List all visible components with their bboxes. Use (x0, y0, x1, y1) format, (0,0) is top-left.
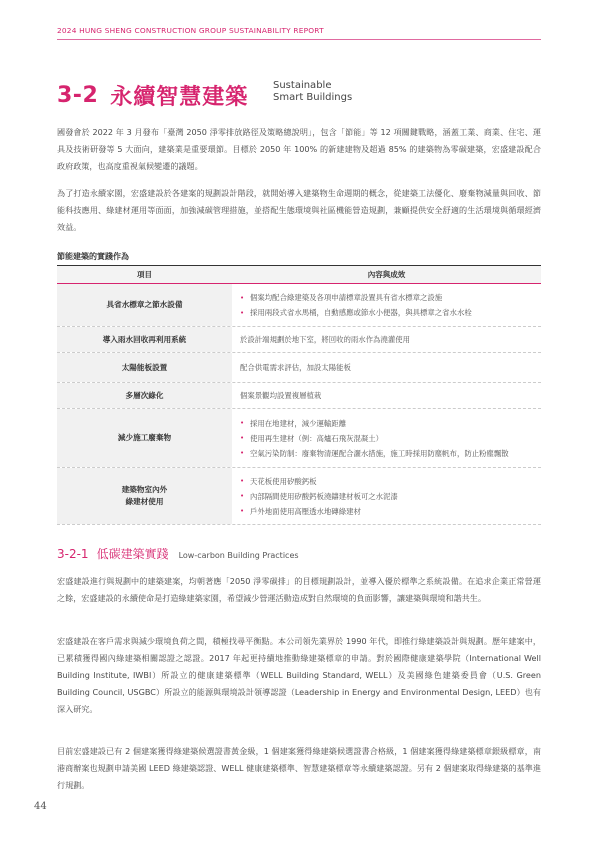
intro-paragraph-1: 國發會於 2022 年 3 月發布「臺灣 2050 淨零排放路徑及策略總說明」，包含「節能」等 12 項關鍵戰略，涵蓋工業、商業、住宅、運具及技術研發等 5 大面向，建築業是重要環節。目標於 2050 年 100% 的新建建物及超過 85% 的建築物為零碳建築，宏盛建設配合政府政策，也高度重視氣候變遷的議題。 (57, 127, 541, 171)
row-item: 太陽能板設置 (57, 353, 232, 382)
row-content (240, 409, 541, 467)
section-heading (57, 80, 248, 111)
table-row (57, 383, 541, 409)
row-item-line2: 綠建材使用 (125, 497, 164, 506)
row-content (240, 284, 541, 326)
row-content (240, 468, 541, 524)
section-title-en-line2: Smart Buildings (273, 92, 353, 103)
subsection-heading (57, 545, 299, 562)
intro-paragraph-2: 為了打造永續家園，宏盛建設於各建案的規劃設計階段，就開始導入建築物生命週期的概念，從建築工法優化、廢棄物減量與回收、節能科技應用、綠建材運用等面面，加強減碳管理措施，並搭配生態環境與社區機能營造規劃，兼顧提供安全舒適的生活環境與循環經濟效益。 (57, 188, 541, 232)
body-paragraph-1: 宏盛建設進行與規劃中的建築建案，均朝著應「2050 淨零碳排」的目標規劃設計，並導入優於標準之系統設備。在追求企業正常營運之餘，宏盛建設的永續使命是打造綠建築家園，希望減少營運活動造成對自然環境的負面影響，讓建築與環境和諧共生。 (57, 576, 541, 603)
bullet-icon: • (240, 507, 245, 515)
row-bullet: • 戶外地面使用高壓透水地磚綠建材 (240, 506, 361, 516)
header-rule (57, 39, 541, 40)
bullet-icon: • (240, 477, 245, 485)
table-row (57, 409, 541, 468)
row-item (57, 468, 232, 524)
row-item: 具省水標章之節水設備 (57, 284, 232, 326)
table-header (57, 266, 541, 284)
body-paragraph-3: 目前宏盛建設已有 2 個建案獲得綠建築候選證書黃金級，1 個建案獲得綠建築候選證書合格級，1 個建案獲得綠建築標章銀級標章，南港商辦案也規劃申請美國 LEED 綠建築認證、WELL 健康建築標準、智慧建築標章等永續建築認證。另有 2 個建案取得綠建築的基準進行規劃。 (57, 746, 541, 790)
bullet-icon: • (240, 449, 245, 457)
table-row (57, 327, 541, 353)
row-bullet: • 採用在地建材，減少運輸距離 (240, 418, 347, 428)
row-bullet: • 內部隔間使用矽酸鈣板澆鑄建材板可之水泥漆 (240, 491, 398, 501)
table-row (57, 468, 541, 525)
section-title-en-line1: Sustainable (273, 80, 332, 91)
table-header-content: 內容與成效 (367, 270, 406, 279)
subsection-title-en: Low-carbon Building Practices (178, 551, 299, 560)
row-bullet: • 使用再生建材（例：高爐石飛灰混凝土） (240, 433, 384, 443)
table-header-item: 項目 (137, 270, 152, 279)
row-item: 多層次綠化 (57, 383, 232, 408)
section-number: 3-2 (57, 83, 99, 108)
bullet-icon: • (240, 308, 245, 317)
row-content: 個案景觀均設置複層植栽 (240, 391, 322, 400)
bullet-icon: • (240, 434, 245, 442)
running-header: 2024 HUNG SHENG CONSTRUCTION GROUP SUSTAINABILITY REPORT (57, 26, 324, 35)
section-title-zh: 永續智慧建築 (110, 85, 249, 110)
row-item: 導入雨水回收再利用系統 (57, 327, 232, 352)
row-bullet: • 天花板使用矽酸鈣板 (240, 476, 317, 486)
bullet-icon: • (240, 293, 245, 302)
subsection-title-zh: 低碳建築實踐 (96, 547, 169, 561)
row-item: 減少施工廢棄物 (57, 409, 232, 467)
bullet-icon: • (240, 492, 245, 500)
row-item-line1: 建築物室內外 (121, 485, 168, 494)
row-bullet: • 個案均配合綠建築及各項申請標章設置具有省水標章之設施 (240, 293, 443, 302)
subsection-number: 3-2-1 (57, 547, 89, 561)
table-row (57, 353, 541, 383)
body-paragraph-2: 宏盛建設在客戶需求與減少環境負荷之間，積極找尋平衡點。本公司領先業界於 1990 年代，即推行綠建築設計與規劃。歷年建案中，已累積獲得國內綠建築相關認證之認證。2017 年起更持續地推動綠建築標章的申請。對於國際健康建築學院（International Well Building Institute, IWBI）所設立的健康建築標準（WELL Building Standard, WELL）及美國綠色建築委員會（U.S. Green Building Council, USGBC）所設立的能源與環境設計領導認證（Leadership in Energy and Environmental Design, LEED）也有深入研究。 (57, 636, 541, 714)
bullet-icon: • (240, 419, 245, 427)
row-content: 於設計端規劃於地下室，將回收的雨水作為澆灌使用 (240, 335, 410, 344)
row-bullet: • 採用兩段式省水馬桶，自動感應或節水小便器，與具標章之省水水栓 (240, 308, 472, 317)
row-content: 配合供電需求評估，加設太陽能板 (240, 363, 351, 372)
page-number: 44 (34, 801, 47, 812)
table-row (57, 284, 541, 327)
table-caption: 節能建築的實踐作為 (57, 252, 129, 261)
row-bullet: • 空氣污染防制：廢棄物清運配合灑水措施，施工時採用防塵帆布，防止粉塵飄散 (240, 448, 509, 458)
section-title-en (273, 80, 352, 104)
